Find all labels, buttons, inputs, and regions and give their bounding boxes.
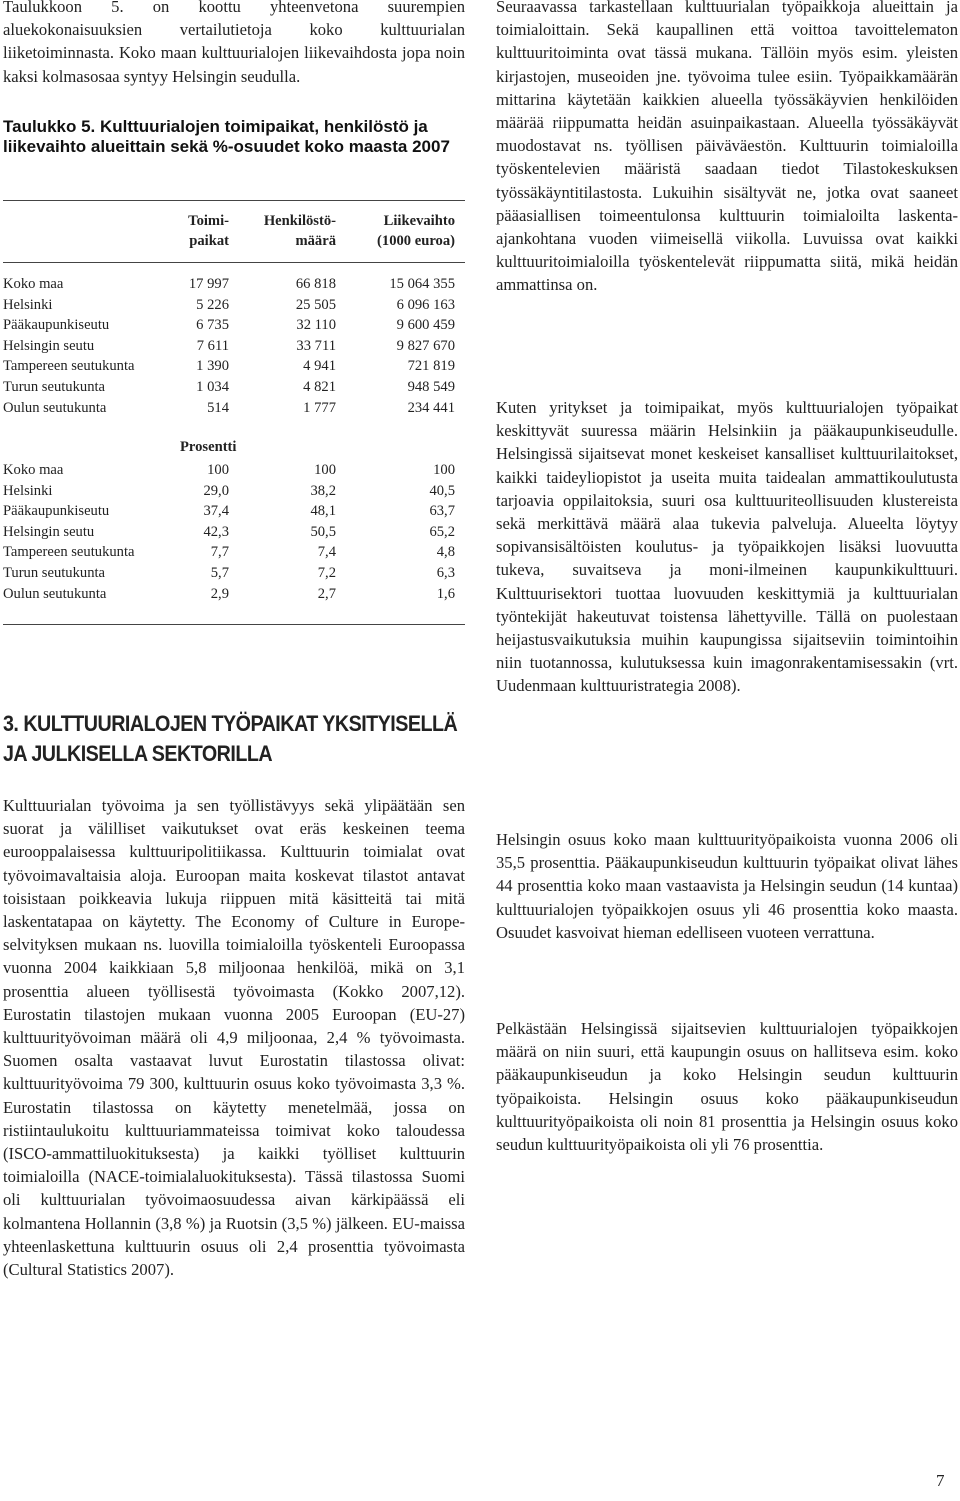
right-paragraph-1: Seuraavassa tarkastellaan kulttuurialan työpaikkoja alueittain ja toimialoittain. Sekä kaupallinen että voittoa tavoittelematon kulttuuritoiminta ovat tässä mukana. Tällöin myös esim. yleisten kirjastojen, museoiden jne. työvoima tulee esiin. Työpaikkamäärän mittarina käytetään kaikkien alueella työssäkäyvien henkilöiden määrää riippumatta heidän asuinpaikastaan. Alueella työssäkäyvät muodostavat ns. työllisen päiväväestön. Kulttuurin toimialoilla työskentelevien määristä saadaan tiedot Tilastokeskuksen työssäkäyntitilastosta. Lukuihin sisältyvät ne, jotka ovat saaneet pääasiallisen toimeentulonsa kulttuurin toimialoilta laskenta-ajankohtana vuoden viimeisellä viikolla. Luvuissa ovat kaikki kulttuuritoimialoilla työskentelevät riippumatta siitä, mikä heidän ammattinsa on. bbox=[496, 0, 958, 295]
section-body-text: Kulttuurialan työvoima ja sen työllistävyys sekä ylipäätään sen suorat ja välilliset vaikutukset ovat eräs keskeinen teema eurooppalaisessa kulttuuripolitiikassa. Kulttuurin toimialat ovat työvoimavaltaisia aloja. Euroopan maita koskevat tilastot antavat toisistaan poikkeavia lukuja riippuen mitä käsitteitä tai mitä laskentatapaa on käytetty. The Economy of Culture in Europe-selvityksen mukaan ns. luovilla toimialoilla työskenteli Euroopassa vuonna 2004 kaikkiaan 5,8 miljoonaa henkilöä, mikä on 3,1 prosenttia alueen työllisestä työvoimasta (Kokko 2007,12). Eurostatin tilastojen mukaan vuonna 2005 Euroopan (EU-27) kulttuurityövoiman määrä oli 4,9 miljoonaa, 2,4 % työvoimasta. Suomen osalta vastaavat luvut Eurostatin tilastossa olivat: kulttuurityövoima 79 300, kulttuurin osuus koko työvoimasta 3,3 %. Eurostatin tilastossa on käytetty menetelmää, jossa on ristiintaulukoitu kulttuuriammateissa toimivat koko taloudessa (ISCO-ammattiluokituksesta) ja kaikki työlliset kulttuurin toimialoilla (NACE-toimialaluokituksesta). Tässä tilastossa Suomi oli kulttuurialan työvoimaosuudessa aivan kärkipäässä eli kolmantena Hollannin (3,8 %) ja Ruotsin (3,5 %) jälkeen. EU-maissa yhteenlaskettuna kulttuurin osuus oli 2,4 prosenttia työvoimasta (Cultural Statistics 2007). bbox=[3, 796, 465, 1280]
table-bottom-rule bbox=[3, 624, 465, 625]
table-row: Turun seutukunta 5,7 7,2 6,3 bbox=[3, 565, 455, 581]
right-paragraph-3: Helsingin osuus koko maan kulttuurityöpaikoista vuonna 2006 oli 35,5 prosenttia. Pääkaupunkiseudun kulttuurin työpaikat olivat lähes 44 prosenttia koko maan vastaavista ja Helsingin seudun (14 kuntaa) kulttuurialojen työpaikkojen osuus yli 46 prosenttia koko maasta. Osuudet kasvoivat hieman edelliseen vuoteen verrattuna. bbox=[496, 830, 958, 942]
intro-paragraph: Taulukkoon 5. on koottu yhteenvetona suurempien aluekokonaisuuksien vertailutietoja koko kulttuurialan liiketoiminnasta. Koko maan kulttuurialojen liikevaihdosta jopa noin kaksi kolmasosaa syntyy Helsingin seudulla. bbox=[3, 0, 465, 86]
table-top-rule bbox=[3, 200, 465, 201]
table-caption: Taulukko 5. Kulttuurialojen toimipaikat, henkilöstö ja liikevaihto alueittain sekä %-osuudet koko maasta 2007 bbox=[3, 117, 450, 156]
table-row: Oulun seutukunta 2,9 2,7 1,6 bbox=[3, 585, 455, 602]
table-row: Tampereen seutukunta 7,7 7,4 4,8 bbox=[3, 544, 455, 561]
table-row: Pääkaupunkiseutu 6 735 32 110 9 600 459 bbox=[3, 317, 455, 334]
table-row: Oulun seutukunta 514 1 777 234 441 bbox=[3, 399, 455, 416]
right-paragraph-2: Kuten yritykset ja toimipaikat, myös kulttuurialojen työpaikat keskittyvät suuressa määrin Helsinkiin ja pääkaupunkiseudulle. Helsingissä sijaitsevat monet keskeiset kansalliset kulttuurilaitokset, kaikki taideyliopistot ja useita muita taidealan ammattikoulutusta tarjoavia oppilaitoksia, suuri osa kulttuuriteollisuuden klustereista sekä merkittävä määrä alaa tukevia palveluja. Alueelta löytyy sopivansisältöisten koulutus- ja työpaikkojen lisäksi luovuutta tukeva, suvaitseva ja moni-ilmeinen kaupunkikulttuuri. Kulttuurisektori tuottaa luovuuden keskittymiä ja kulttuurialan työntekijät hakeutuvat toistensa lähettyville. Tällä on puolestaan heijastusvaikutuksia muihin kaupungissa sijaitseviin toimintoihin niin tuotannossa, kulutuksessa kuin imagonrakentamisessakin (vrt. Uudenmaan kulttuuristrategia 2008). bbox=[496, 398, 958, 696]
page-number: 7 bbox=[936, 1471, 945, 1490]
percent-section-label: Prosentti bbox=[180, 439, 237, 455]
table-row: Tampereen seutukunta 1 390 4 941 721 819 bbox=[3, 358, 455, 375]
table-row: Koko maa 17 997 66 818 15 064 355 bbox=[3, 276, 455, 292]
table-row: Helsinki 5 226 25 505 6 096 163 bbox=[3, 296, 455, 313]
table-row: Helsingin seutu 42,3 50,5 65,2 bbox=[3, 523, 455, 540]
table-row: Helsinki 29,0 38,2 40,5 bbox=[3, 482, 455, 499]
right-paragraph-4: Pelkästään Helsingissä sijaitsevien kulttuurialojen työpaikkojen määrä on niin suuri, että kaupungin osuus on hallitseva esim. koko pääkaupunkiseudun ja koko Helsingin seudun kulttuurin työpaikoista. Helsingin osuus koko pääkaupunkiseudun kulttuurityöpaikoista oli noin 81 prosenttia ja Helsingin osuus koko seudun kulttuurityöpaikoista oli yli 76 prosenttia. bbox=[496, 1019, 958, 1155]
table-header-rule bbox=[3, 262, 465, 263]
table-header-liikevaihto: Liikevaihto (1000 euroa) bbox=[377, 213, 455, 249]
table-header-henkilosto: Henkilöstö- määrä bbox=[263, 213, 336, 249]
table-row: Helsingin seutu 7 611 33 711 9 827 670 bbox=[3, 337, 455, 354]
table-row: Pääkaupunkiseutu 37,4 48,1 63,7 bbox=[3, 503, 455, 520]
table-row: Turun seutukunta 1 034 4 821 948 549 bbox=[3, 379, 455, 395]
table-row: Koko maa 100 100 100 bbox=[3, 462, 455, 478]
section-heading: 3. KULTTUURIALOJEN TYÖPAIKAT YKSITYISELLÄ JA JULKISELLA SEKTORILLA bbox=[3, 711, 458, 766]
table-header-toimipaikat: Toimi- paikat bbox=[188, 213, 229, 249]
